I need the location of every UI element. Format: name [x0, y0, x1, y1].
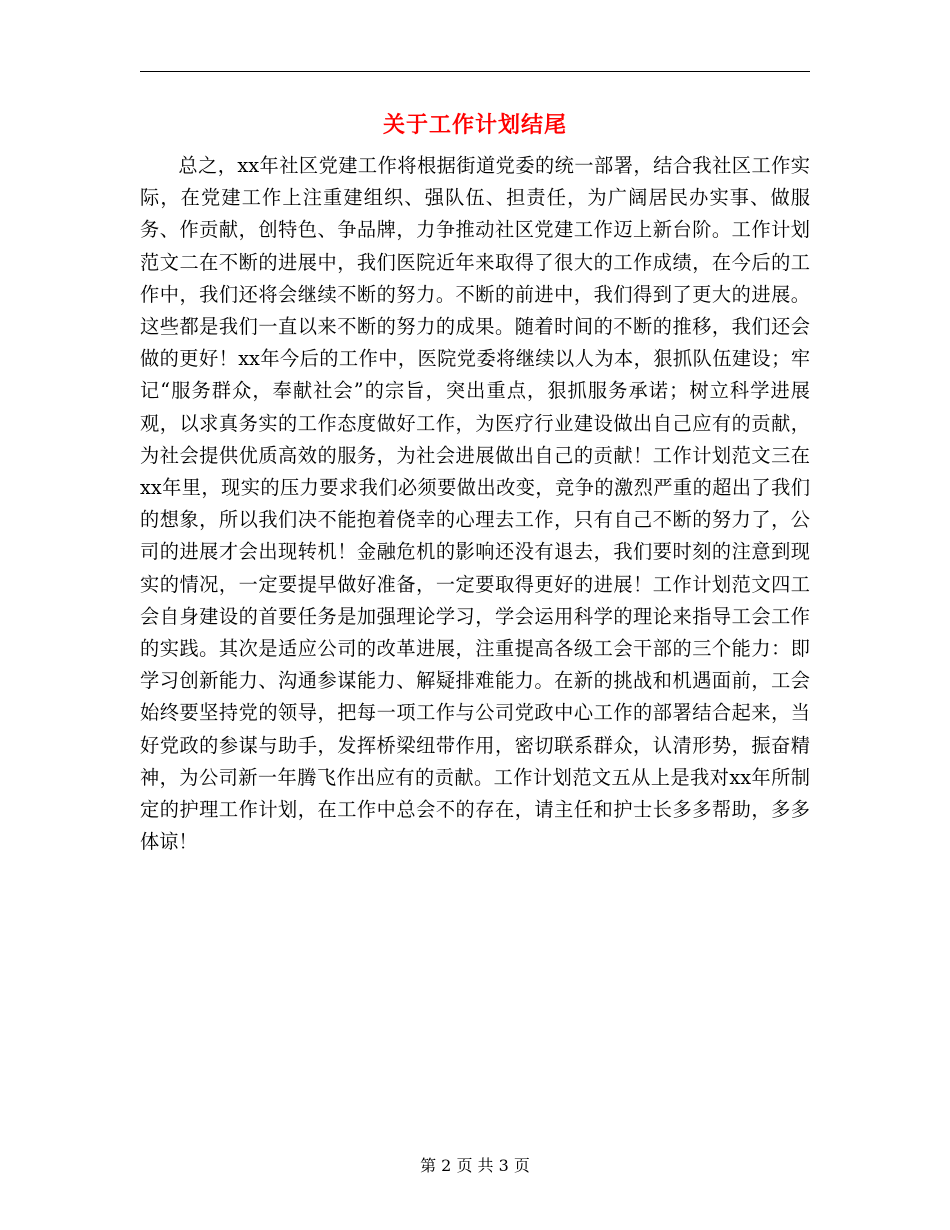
page-number-label: 第 2 页 共 3 页 [420, 1156, 530, 1175]
header-rule [140, 71, 810, 72]
page-footer [0, 1155, 950, 1177]
document-title: 关于工作计划结尾 [382, 112, 567, 138]
document-body: 总之，xx年社区党建工作将根据街道党委的统一部署，结合我社区工作实际，在党建工作上注重建组织、强队伍、担责任，为广阔居民办实事、做服务、作贡献，创特色、争品牌，力争推动社区党建工作迈上新台阶。工作计划范文二在不断的进展中，我们医院近年来取得了很大的工作成绩，在今后的工作中，我们还将会继续不断的努力。不断的前进中，我们得到了更大的进展。这些都是我们一直以来不断的努力的成果。随着时间的不断的推移，我们还会做的更好！xx年今后的工作中，医院党委将继续以人为本，狠抓队伍建设；牢记“服务群众，奉献社会”的宗旨，突出重点，狠抓服务承诺；树立科学进展观，以求真务实的工作态度做好工作，为医疗行业建设做出自己应有的贡献，为社会提供优质高效的服务，为社会进展做出自己的贡献！工作计划范文三在xx年里，现实的压力要求我们必须要做出改变，竞争的激烈严重的超出了我们的想象，所以我们决不能抱着侥幸的心理去工作，只有自己不断的努力了，公司的进展才会出现转机！金融危机的影响还没有退去，我们要时刻的注意到现实的情况，一定要提早做好准备，一定要取得更好的进展！工作计划范文四工会自身建设的首要任务是加强理论学习，学会运用科学的理论来指导工会工作的实践。其次是适应公司的改革进展，注重提高各级工会干部的三个能力：即学习创新能力、沟通参谋能力、解疑排难能力。在新的挑战和机遇面前，工会始终要坚持党的领导，把每一项工作与公司党政中心工作的部署结合起来，当好党政的参谋与助手，发挥桥梁纽带作用，密切联系群众，认清形势，振奋精神，为公司新一年腾飞作出应有的贡献。工作计划范文五从上是我对xx年所制定的护理工作计划，在工作中总会不的存在，请主任和护士长多多帮助，多多体谅！ [140, 154, 810, 854]
